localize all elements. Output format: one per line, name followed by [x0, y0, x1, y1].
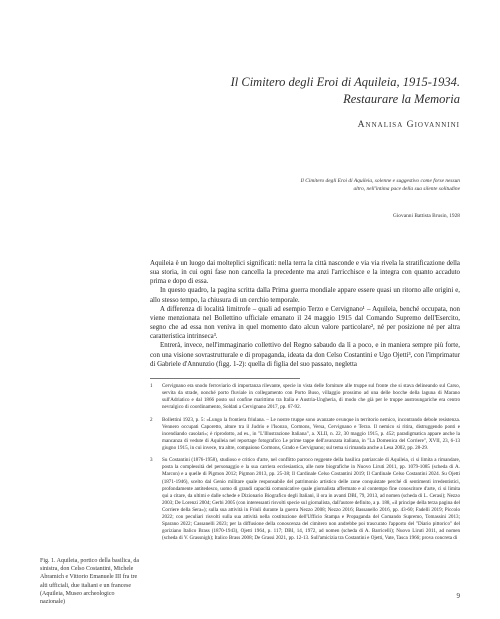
footnote — [150, 457, 460, 542]
footnote — [150, 383, 460, 411]
footnotes — [150, 383, 460, 548]
body-paragraph: In questo quadro, la pagina scritta dalla Prima guerra mondiale appare essere quasi un ritorno alle origini e, allo stesso tempo, la chiusura di un cerchio temporale. — [150, 287, 460, 304]
footnote-text: Bollettini 1923, p. 5: «Lungo la frontiera friulana. – Le nostre truppe sono avanzate ovunque in territorio nemico, incontrando debole resistenza. Vennero occupati Caporetto, alture tra il Judrio e l'Isonzo, Cormons, Versa, Cervignano e Terzo. Il nemico si ritira, distruggendo ponti e incendiando casolari»; è riprodotto, ad es., in "L'Illustrazione Italiana", a. XLII, n. 22, 30 maggio 1915, p. 452; paradigmatica appare anche la mancanza di vedute di Aquileia nel reportage fotografico Le prime tappe dell'avanzata italiana, in "La Domenica del Corriere", XVII, 23, 6-13 giugno 1915, in cui invece, tra altre, compaiono Cormons, Grado e Cervignano; sul tema si rimanda anche a Lesa 2002, pp. 28-29. — [162, 416, 460, 451]
epigraph-quote: Il Cimitero degli Eroi di Aquileia, solenne e suggestivo come forse nessun altro, nell'intima pace della sua silente solitudine — [300, 178, 460, 192]
footnote-text: Su Costantini (1876-1958), studioso e critico d'arte, nel conflitto parroco reggente della basilica patriarcale di Aquileia, ci si limita a rimandare, posta la complessità del personaggio e la sua carriera ecclesiastica, alle note biografiche in Nuovo Liruti 2011, pp. 1079-1085 (scheda di A. Marcon) e a quelle di Pigmon 2012; Pigmon 2013, pp. 25-38; Il Cardinale Celso Costantini 2019; Il Cardinale Celso Costantini 2024. Su Ojetti (1871-1946), scelto dal Genio militare quale responsabile del patrimonio artistico delle zone conquistate perché di sentimenti irredentistici, profondamente antitedesco, uomo di grandi capacità comunicative quale giornalista affermato e al contempo fine conoscitore d'arte, ci si limita qui a citare, da ultimi e dalle schede e Dizionario Biografico degli Italiani, il ora in avanti DBI, 79, 2013, ad nomen (scheda di L. Cerasi); Nezzo 2003; De Lorenzi 2004; Gerbi 2005 (con interessanti risvolti specie sul giornalista, dall'autore definito, a p. 188, «il principe della terza pagina del Corriere della Sera»); sulla sua attività in Friuli durante la guerra Nezzo 2008; Nezzo 2016; Bassanello 2016, pp. 43-60; Fadelli 2019; Piccolo 2022; con peculiari risvolti sulla sua attività nella costituzione dell'Ufficio Stampa e Propaganda del Comando Supremo, Tomassini 2013; Sparano 2022; Cassanelli 2023; per la diffusione della conoscenza del cimitero non andrebbe poi trascurato l'apporto del "Diario pittorico" del goriziano Italico Brass (1870-1943), Ojetti 1964, p. 117; DBI, 14, 1972, ad nomen (scheda di A. Barricelli); Nuovo Liruti 2011, ad nomen (scheda di V. Grassnigh); Italico Brass 2008; De Grassi 2021, pp. 12-13. Sull'amicizia tra Costantini e Ojetti, Vate, Tasca 1966; prova concreta di — [162, 457, 460, 542]
body-paragraph: Aquileia è un luogo dai molteplici significati: nella terra la città nasconde e via via rivela la stratificazione della sua storia, in cui ogni fase non cancella la precedente ma anzi l'arricchisce e la integra con quanto accaduto prima e dopo di essa. — [150, 260, 460, 286]
body-text — [150, 259, 460, 369]
article-title — [60, 74, 460, 108]
body-paragraph: A differenza di località limitrofe – quali ad esempio Terzo e Cervignano¹ – Aquileia, benché occupata, non viene menzionata nel Bollettino ufficiale emanato il 24 maggio 1915 dal Comando Supremo dell'Esercito, segno che ad essa non veniva in quel momento dato alcun valore particolare², né per posizione né per altra caratteristica intrinseca³. — [150, 305, 460, 341]
footnote-divider — [150, 378, 300, 379]
epigraph-source: Giovanni Battista Brusin, 1928 — [392, 213, 460, 219]
footnote-number: 1 — [150, 383, 153, 389]
footnote — [150, 417, 460, 452]
article-title-line-2: Restaurare la Memoria — [343, 92, 460, 106]
article-title-line-1: Il Cimitero degli Eroi di Aquileia, 1915-1934. — [230, 75, 460, 89]
footnote-text: Cervignano era snodo ferroviario di importanza rilevante, specie in vista delle forniture alle truppe sul fronte che si stava delineando sul Carso, servita da strade, nonché porto fluviale in collegamento con Porto Buso, villaggio prossimo ad una delle bocche della laguna di Marano sull'Adriatico e dal 1866 posto sul confine marittimo tra Italia e Austria-Ungheria, di modo che già per le truppe austroungariche era centro nevralgico di coordinamento, Soldati a Cervignano 2017, pp. 67-92. — [162, 383, 460, 411]
footnote-number: 2 — [150, 416, 153, 423]
footnote-number: 3 — [150, 457, 153, 464]
body-paragraph: Entrerà, invece, nell'immaginario collettivo del Regno sabaudo da lì a poco, e in maniera sempre più forte, con una visione sovrastrutturale e di propaganda, ideata da don Celso Costantini e Ugo Ojetti³, con l'imprimatur di Gabriele d'Annunzio (figg. 1-2): quella di figlia del suo passato, negletta — [150, 342, 460, 368]
figure-caption: Fig. 1. Aquileia, portico della basilica, da sinistra, don Celso Costantini, Michele Abramich e Vittorio Emanuele III fra tre alti ufficiali, due italiani e un francese (Aquileia, Museo archeologico nazionale) — [40, 558, 139, 606]
author-name: Annalisa Giovannini — [357, 119, 460, 130]
page-number: 9 — [456, 592, 460, 600]
